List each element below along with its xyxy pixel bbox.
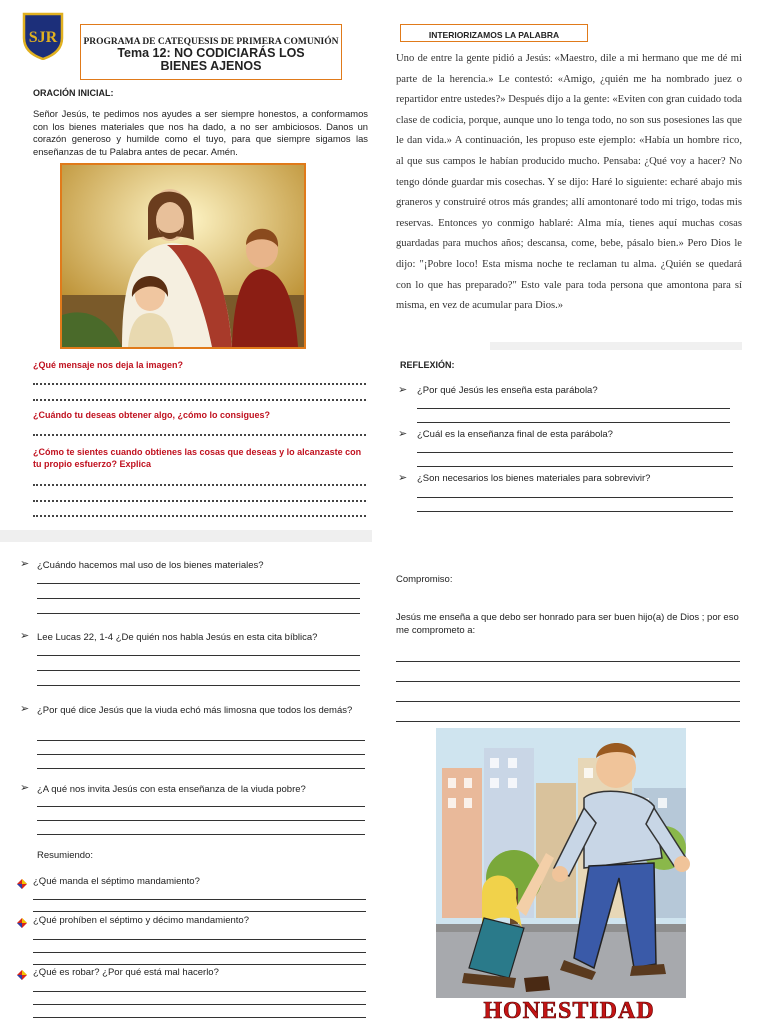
- reflexion-heading: REFLEXIÓN:: [400, 360, 455, 370]
- jesus-with-children-image: [60, 163, 306, 349]
- answer-line[interactable]: [417, 511, 733, 512]
- answer-line[interactable]: [33, 484, 366, 486]
- answer-line[interactable]: [33, 383, 366, 385]
- image-question-1: ¿Qué mensaje nos deja la imagen?: [33, 360, 184, 370]
- arrow-bullet-icon: ➢: [398, 472, 408, 484]
- answer-line[interactable]: [37, 820, 365, 821]
- honestidad-image: [424, 728, 714, 1024]
- arrow-bullet-icon: ➢: [20, 782, 30, 794]
- left-question-1: ¿Cuándo hacemos mal uso de los bienes materiales?: [37, 560, 264, 571]
- resumiendo-question-1: ¿Qué manda el séptimo mandamiento?: [33, 876, 200, 887]
- palabra-heading-box: [400, 24, 588, 42]
- answer-line[interactable]: [417, 452, 733, 453]
- left-question-4: ¿A qué nos invita Jesús con esta enseñanza de la viuda pobre?: [37, 784, 306, 795]
- answer-line[interactable]: [33, 434, 366, 436]
- answer-line[interactable]: [396, 681, 740, 682]
- answer-line[interactable]: [33, 1004, 366, 1005]
- answer-line[interactable]: [37, 740, 365, 741]
- answer-line[interactable]: [33, 964, 366, 965]
- answer-line[interactable]: [417, 422, 730, 423]
- answer-line[interactable]: [33, 1017, 366, 1018]
- answer-line[interactable]: [37, 583, 360, 584]
- answer-line[interactable]: [417, 497, 733, 498]
- answer-line[interactable]: [33, 399, 366, 401]
- answer-line[interactable]: [37, 613, 360, 614]
- answer-line[interactable]: [396, 661, 740, 662]
- answer-line[interactable]: [33, 991, 366, 992]
- answer-line[interactable]: [37, 754, 365, 755]
- image-question-3: ¿Cómo te sientes cuando obtienes las cosas que deseas y lo alcanzaste con tu propio esfuerzo? Explica: [33, 447, 362, 469]
- oracion-text: Señor Jesús, te pedimos nos ayudes a ser siempre honestos, a conformamos con los bienes materiales que nos ha dado, a no ser ambiciosos. Danos un corazón generoso y humilde como el tuyo, para que siempre sigamos las enseñanzas de tu Palabra antes de pecar. Amén.: [33, 108, 368, 157]
- left-question-3: ¿Por qué dice Jesús que la viuda echó más limosna que todos los demás?: [37, 705, 353, 716]
- answer-line[interactable]: [37, 598, 360, 599]
- page-title: Tema 12: NO CODICIARÁS LOS BIENES AJENOS: [117, 46, 305, 73]
- reflexion-question-2: ¿Cuál es la enseñanza final de esta parábola?: [417, 429, 613, 440]
- image-question-2: ¿Cuándo tu deseas obtener algo, ¿cómo lo consigues?: [33, 410, 271, 420]
- section-divider: [0, 530, 372, 542]
- answer-line[interactable]: [417, 408, 730, 409]
- answer-line[interactable]: [37, 670, 360, 671]
- program-title: PROGRAMA DE CATEQUESIS DE PRIMERA COMUNIÓN: [83, 37, 339, 47]
- honestidad-caption: HONESTIDAD: [483, 998, 655, 1024]
- answer-line[interactable]: [417, 466, 733, 467]
- arrow-bullet-icon: ➢: [20, 630, 30, 642]
- answer-line[interactable]: [33, 939, 366, 940]
- star-bullet-icon: [17, 876, 27, 894]
- school-logo: [22, 12, 64, 60]
- answer-line[interactable]: [37, 806, 365, 807]
- star-bullet-icon: [17, 967, 27, 985]
- compromiso-text: Jesús me enseña a que debo ser honrado para ser buen hijo(a) de Dios ; por eso me comprometo a:: [396, 612, 739, 636]
- answer-line[interactable]: [396, 721, 740, 722]
- arrow-bullet-icon: ➢: [398, 428, 408, 440]
- answer-line[interactable]: [37, 685, 360, 686]
- reflexion-question-3: ¿Son necesarios los bienes materiales para sobrevivir?: [417, 473, 651, 484]
- left-question-2: Lee Lucas 22, 1-4 ¿De quién nos habla Jesús en esta cita bíblica?: [37, 632, 318, 643]
- arrow-bullet-icon: ➢: [20, 558, 30, 570]
- answer-line[interactable]: [37, 834, 365, 835]
- logo-text: SJR: [28, 29, 58, 46]
- oracion-heading: ORACIÓN INICIAL:: [33, 88, 114, 98]
- answer-line[interactable]: [33, 500, 366, 502]
- arrow-bullet-icon: ➢: [398, 384, 408, 396]
- gospel-text: Uno de entre la gente pidió a Jesús: «Maestro, dile a mi hermano que me dé mi parte de la herencia.» Le contestó: «Amigo, ¿quién me ha nombrado juez o repartidor entre ustedes?» Después dijo a la gente: «Eviten con gran cuidado toda clase de codicia, porque, aunque uno lo tenga todo, no son sus posesiones las que le dan vida.» A continuación, les propuso este ejemplo: «Había un hombre rico, al que sus campos le habían producido mucho. Pensaba: ¿Qué voy a hacer? No tengo dónde guardar mis cosechas. Y se dijo: Haré lo siguiente: echaré abajo mis graneros y construiré otros más grandes; allí amontonaré todo mi trigo, todas mis reservas. Entonces yo conmigo hablaré: Alma mía, tienes aquí muchas cosas guardadas para muchos años; descansa, come, bebe, pásalo bien.» Pero Dios le dijo: "¡Pobre loco! Esta misma noche te reclaman tu alma. ¿Quién se quedará con lo que has preparado?" Esto vale para toda persona que amontona para sí misma, en vez de acumular para Dios.»: [396, 53, 742, 312]
- answer-line[interactable]: [33, 911, 366, 912]
- answer-line[interactable]: [33, 952, 366, 953]
- gospel-bottom-band: [490, 342, 742, 350]
- answer-line[interactable]: [33, 515, 366, 517]
- arrow-bullet-icon: ➢: [20, 703, 30, 715]
- answer-line[interactable]: [33, 899, 366, 900]
- reflexion-question-1: ¿Por qué Jesús les enseña esta parábola?: [417, 385, 598, 396]
- header-box: [80, 24, 342, 80]
- resumiendo-heading: Resumiendo:: [37, 850, 93, 861]
- star-bullet-icon: [17, 915, 27, 933]
- answer-line[interactable]: [396, 701, 740, 702]
- compromiso-heading: Compromiso:: [396, 574, 453, 585]
- resumiendo-question-2: ¿Qué prohíben el séptimo y décimo mandamiento?: [33, 915, 249, 926]
- answer-line[interactable]: [37, 655, 360, 656]
- answer-line[interactable]: [37, 768, 365, 769]
- resumiendo-question-3: ¿Qué es robar? ¿Por qué está mal hacerlo?: [33, 967, 219, 978]
- palabra-heading: INTERIORIZAMOS LA PALABRA: [428, 30, 560, 40]
